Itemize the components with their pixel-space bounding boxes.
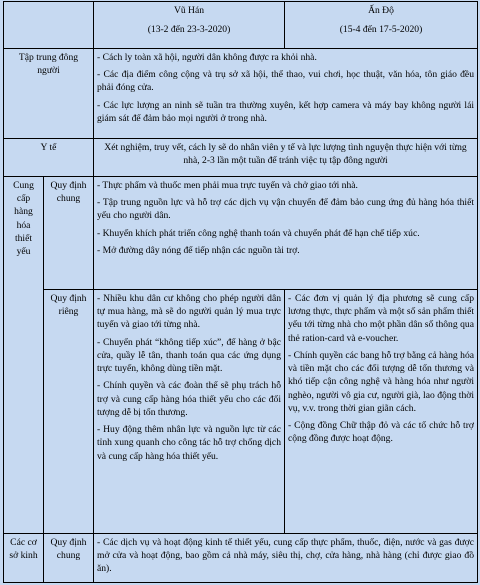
gathering-label: Tập trung đông người — [4, 49, 94, 139]
supply-india-item: - Chính quyền các bang hỗ trợ bằng cả hàng hóa và tiền mặt cho các đối tượng dễ tổn thương và khó tiếp cận công nghệ và hàng hóa như người nghèo, người vô gia cư, người già, lao động thời vụ, v.v. trong thời gian giãn cách. — [288, 349, 474, 414]
row-health — [4, 139, 478, 177]
supply-india-content — [285, 290, 478, 534]
header-india — [285, 2, 478, 49]
supply-general-label: Quy định chung — [44, 177, 94, 290]
gathering-item: - Các lực lượng an ninh sẽ tuần tra thường xuyên, kết hợp camera và máy bay không người lái giám sát để đảm bảo mọi người ở trong nhà. — [97, 99, 474, 124]
supply-specific-label: Quy định riêng — [44, 290, 94, 534]
supply-wuhan-item: - Chuyển phát “không tiếp xúc”, để hàng ở bậc cửa, quầy lễ tân, thanh toán qua các ứng dụng trực tuyến, không dùng tiền mặt. — [97, 336, 281, 375]
header-row — [4, 2, 478, 49]
india-title: Ấn Độ — [368, 5, 394, 16]
supply-wuhan-item: - Huy động thêm nhân lực và nguồn lực từ các tỉnh xung quanh cho công tác hỗ trợ chống dịch và cung cấp hàng hóa thiết yếu. — [97, 424, 281, 462]
supply-general-content — [94, 177, 478, 290]
supply-wuhan-content — [94, 290, 285, 534]
supply-label: Cung cấp hàng hóa thiết yếu — [4, 177, 44, 534]
gathering-item: - Cách ly toàn xã hội, người dân không được ra khỏi nhà. — [97, 52, 317, 63]
gathering-content — [94, 49, 478, 139]
supply-wuhan-item: - Chính quyền và các đoàn thể sẽ phụ trách hỗ trợ và cung cấp hàng hóa thiết yếu cho các đối tượng dễ bị tổn thương. — [97, 380, 281, 418]
header-wuhan — [94, 2, 285, 49]
row-business — [4, 534, 478, 583]
comparison-table — [3, 1, 478, 583]
health-label: Y tế — [4, 139, 94, 177]
supply-general-item: - Tập trung nguồn lực và hỗ trợ các dịch vụ vận chuyển để đảm bảo cung ứng đủ hàng hóa thiết yếu cho người dân. — [97, 197, 474, 222]
business-general-label: Quy định chung — [44, 534, 94, 583]
supply-india-item: - Các đơn vị quản lý địa phương sẽ cung cấp lương thực, thực phẩm và một số sản phẩm thiết yếu tới từng nhà cho một phần dân số thông qua thẻ ration-card và e-voucher. — [288, 293, 474, 344]
supply-india-item: - Cộng đồng Chữ thập đỏ và các tổ chức hỗ trợ cộng đồng được hoạt động. — [288, 420, 474, 445]
row-gathering — [4, 49, 478, 139]
business-label: Các cơ sở kinh — [4, 534, 44, 583]
supply-general-item: - Khuyến khích phát triển công nghệ thanh toán và chuyển phát để hạn chế tiếp xúc. — [97, 227, 420, 239]
supply-general-item: - Mở đường dây nóng để tiếp nhận các nguồn tài trợ. — [97, 244, 300, 256]
gathering-item: - Các địa điểm công cộng và trụ sở xã hội, thể thao, vui chơi, học thuật, văn hóa, tôn giáo đều phải đóng cửa. — [97, 69, 474, 94]
supply-general-item: - Thực phẩm và thuốc men phải mua trực tuyến và chở giao tới nhà. — [97, 180, 358, 191]
supply-wuhan-item: - Nhiều khu dân cư không cho phép người dân tự mua hàng, mà sẽ do người quản lý mua trực tuyến và giao tới từng nhà. — [97, 293, 281, 331]
wuhan-period: (13-2 đến 23-3-2020) — [147, 24, 231, 36]
header-empty-cell — [4, 2, 94, 49]
wuhan-title: Vũ Hán — [173, 5, 205, 16]
business-content: - Các dịch vụ và hoạt động kinh tế thiết yếu, cung cấp thực phẩm, thuốc, điện, nước và gas được mở cửa và hoạt động, bao gồm cả nhà máy, siêu thị, chợ, cửa hàng, nhà hàng (chỉ được giao đồ ăn). — [94, 534, 478, 583]
health-content: Xét nghiệm, truy vết, cách ly sẽ do nhân viên y tế và lực lượng tình nguyện thực hiện với từng nhà, 2-3 lần một tuần để tránh việc tụ tập đông người — [94, 139, 478, 177]
row-supply-specific — [4, 290, 478, 534]
row-supply-general — [4, 177, 478, 290]
india-period: (15-4 đến 17-5-2020) — [339, 24, 423, 36]
